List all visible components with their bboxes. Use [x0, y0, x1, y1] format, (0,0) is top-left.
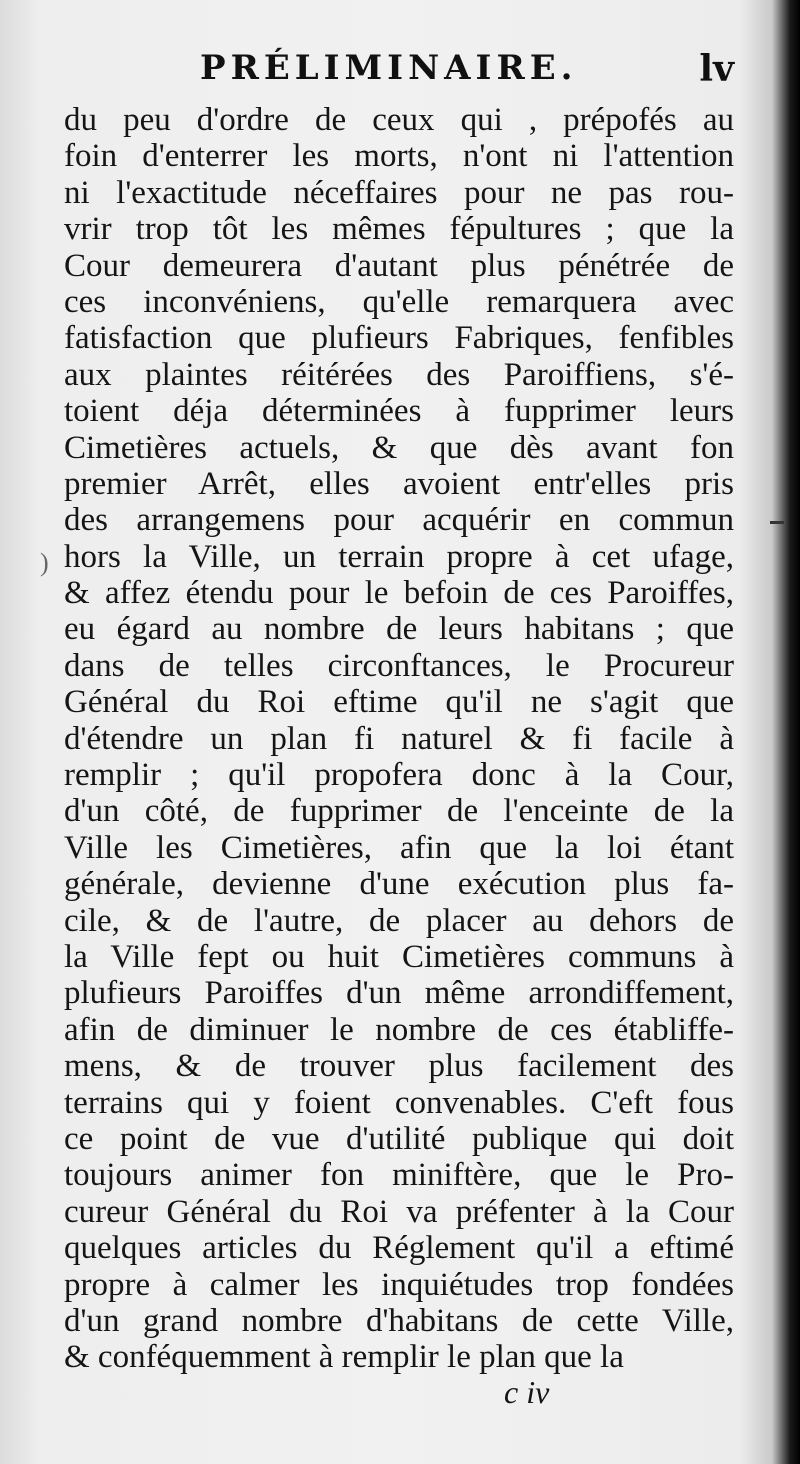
text-line: terrains qui y foient convenables. C'eft fous — [64, 1084, 734, 1121]
body-text — [64, 102, 734, 1376]
text-line: quelques articles du Réglement qu'il a eftimé — [64, 1230, 734, 1267]
text-line: cile, & de l'autre, de placer au dehors de — [64, 902, 734, 939]
page-number: lv — [699, 48, 734, 90]
text-line: d'étendre un plan fi naturel & fi facile à — [64, 720, 734, 757]
text-line: fatisfaction que plufieurs Fabriques, fenfibles — [64, 320, 734, 357]
text-line: & conféquemment à remplir le plan que la — [64, 1339, 624, 1376]
text-line: ce point de vue d'utilité publique qui doit — [64, 1120, 734, 1157]
text-line: la Ville fept ou huit Cimetières communs à — [64, 938, 734, 975]
text-line: afin de diminuer le nombre de ces établiffe- — [64, 1011, 734, 1048]
margin-dash-mark — [770, 521, 784, 524]
text-line: toient déja déterminées à fupprimer leurs — [64, 393, 734, 430]
text-line: hors la Ville, un terrain propre à cet ufage, — [64, 538, 734, 575]
text-line: propre à calmer les inquiétudes trop fondées — [64, 1266, 734, 1303]
text-line: ces inconvéniens, qu'elle remarquera avec — [64, 283, 734, 320]
text-line: d'un côté, de fupprimer de l'enceinte de la — [64, 793, 734, 830]
text-line: Général du Roi eftime qu'il ne s'agit que — [64, 684, 734, 721]
text-line: eu égard au nombre de leurs habitans ; que — [64, 611, 734, 648]
text-line: cureur Général du Roi va préfenter à la Cour — [64, 1193, 734, 1230]
text-line: premier Arrêt, elles avoient entr'elles pris — [64, 465, 734, 502]
text-line: dans de telles circonftances, le Procureur — [64, 647, 734, 684]
text-line: remplir ; qu'il propofera donc à la Cour, — [64, 757, 734, 794]
text-line: toujours animer fon miniftère, que le Pro- — [64, 1157, 734, 1194]
text-line: ni l'exactitude néceffaires pour ne pas rou- — [64, 174, 734, 211]
text-line: plufieurs Paroiffes d'un même arrondiffement, — [64, 975, 734, 1012]
text-line: aux plaintes réitérées des Paroiffiens, s'é- — [64, 356, 734, 393]
text-line: & affez étendu pour le befoin de ces Paroiffes, — [64, 575, 734, 612]
text-line: Cour demeurera d'autant plus pénétrée de — [64, 247, 734, 284]
text-line: vrir trop tôt les mêmes fépultures ; que la — [64, 211, 734, 248]
running-title: PRÉLIMINAIRE. — [200, 48, 578, 88]
text-line: du peu d'ordre de ceux qui , prépofés au — [64, 102, 734, 138]
text-line: des arrangemens pour acquérir en commun — [64, 502, 734, 539]
margin-parenthesis-mark: ) — [40, 548, 49, 577]
text-line: d'un grand nombre d'habitans de cette Ville, — [64, 1302, 734, 1339]
text-line: générale, devienne d'une exécution plus fa- — [64, 866, 734, 903]
page-header — [64, 48, 734, 98]
text-line: foin d'enterrer les morts, n'ont ni l'attention — [64, 138, 734, 175]
text-line: mens, & de trouver plus facilement des — [64, 1048, 734, 1085]
signature-mark: c iv — [504, 1374, 550, 1410]
text-line: Cimetières actuels, & que dès avant fon — [64, 429, 734, 466]
text-line: Ville les Cimetières, afin que la loi étant — [64, 829, 734, 866]
